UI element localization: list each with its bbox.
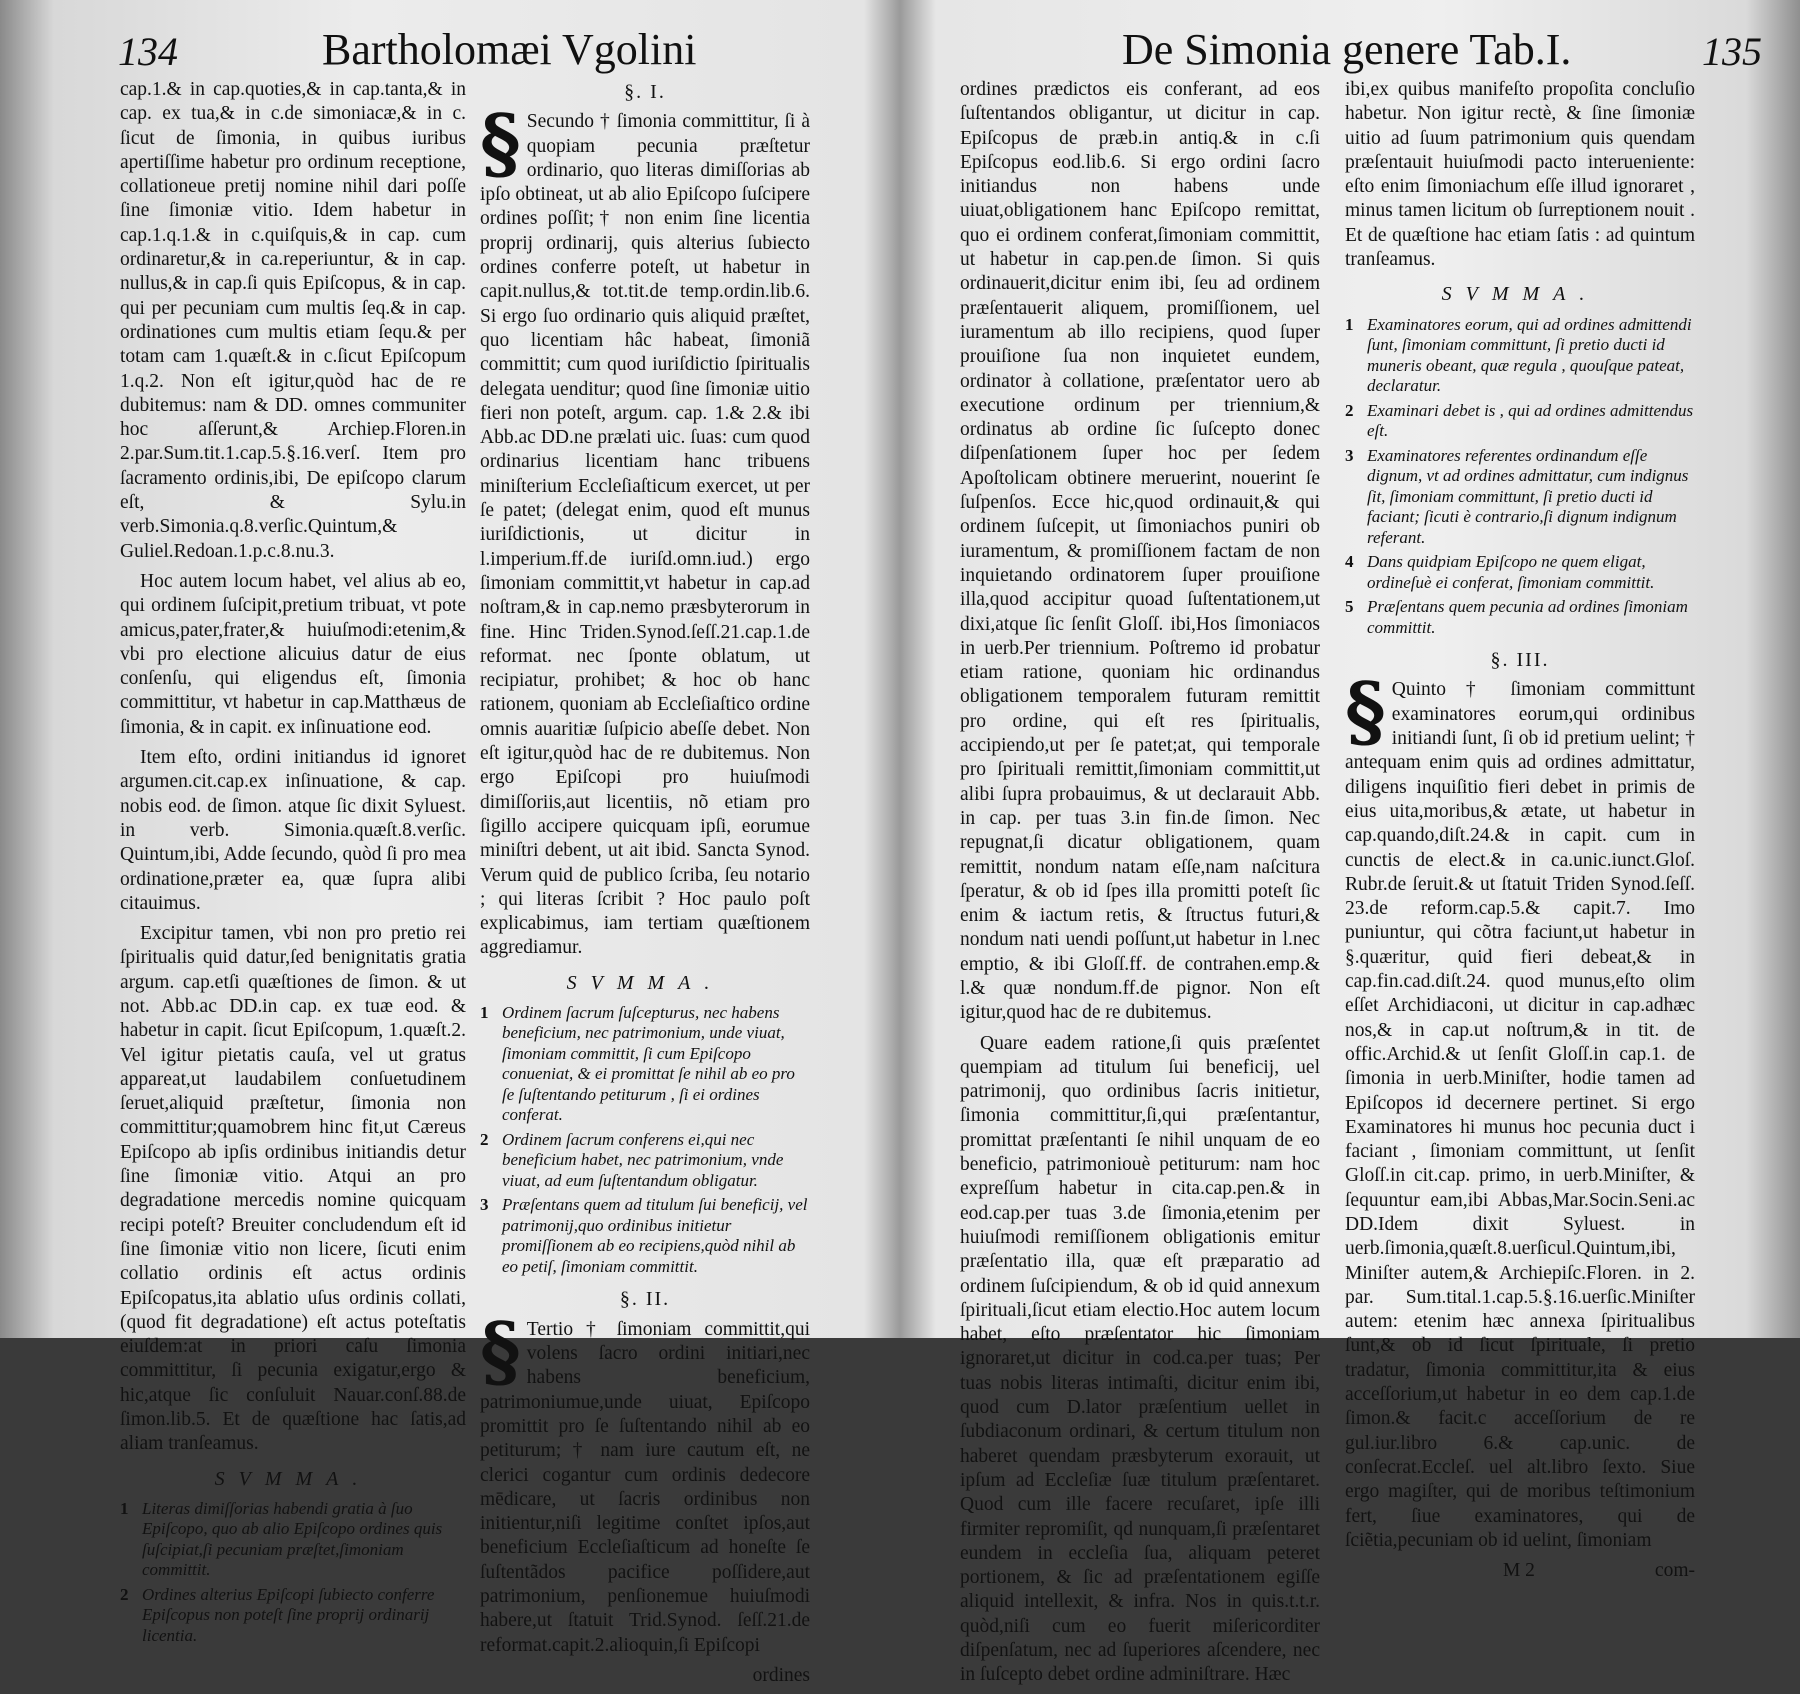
summa-number: 1 [480,1002,489,1022]
summa-number: 2 [1345,400,1354,420]
left-folio: 134 [118,29,178,74]
summa-number: 5 [1345,597,1354,617]
summa-text: Examinatores eorum, qui ad ordines admittendi ſunt, ſimoniam committunt, ſi pretio ducti id muneris obeant, quæ regula , quouſque pateat, declaratur. [1367,314,1692,396]
paragraph-text: Tertio † ſimoniam committit,qui volens ſacro ordini initiari,nec habens beneficium, patrimoniumue,unde uiuat, Epiſcopo promittit pro ſe ſuſtentando nihil ab eo petiturum; † nam iure cautum eſt, ne clerici cogantur cum ordinis dedecore mēdicare, ut ſacris ordinibus non initientur,niſi legitime conſtet ipſos,aut beneficium Eccleſiaſticum ad honeſte ſe ſuſtentãdos pacifice poſſidere,aut patrimonium, penſionemue huiuſmodi habere,ut ſtatuit Trid.Synod. ſeſſ.21.de reformat.capit.2.alioquin,ſi Epiſcopi [480,1318,810,1656]
summa-number: 2 [120,1584,129,1604]
left-page [0,0,900,1686]
summa-text: Præſentans quem pecunia ad ordines ſimoniam committit. [1367,597,1688,637]
summa-item [1345,597,1695,638]
paragraph [480,98,810,960]
summa-number: 3 [1345,445,1354,465]
summa-item [1345,446,1695,549]
summa-item [120,1499,466,1581]
summa-text: Ordinem ſacrum ſuſcepturus, nec habens beneficium, nec patrimonium, unde viuat, ſimoniam committit, ſi cum Epiſcopo conueniat, & ei promittat ſe nihil ab eo pro ſe ſuſtentando petiturum , ſi ei ordines conferat. [502,1002,795,1125]
summa-item [1345,401,1695,442]
right-column-2 [1345,78,1695,1583]
summa-list [1345,315,1695,639]
summa-number: 1 [1345,314,1354,334]
catchword-text: com- [1654,1560,1695,1582]
right-column-1 [960,78,1320,1694]
summa-list [120,1499,466,1647]
left-running-head: Bartholomæi Vgolini [322,25,697,74]
section-mark-initial: § [480,1305,521,1397]
summa-item [1345,315,1695,397]
summa-text: Ordinem ſacrum conferens ei,qui nec beneficium habet, nec patrimonium, vnde viuat, ad eum ſuſtentandum obligatur. [502,1129,784,1190]
section-heading: §. II. [619,1288,671,1311]
summa-list [480,1003,810,1278]
summa-item [120,1585,466,1647]
paragraph: cap.1.& in cap.quoties,& in cap.tanta,& in cap. ex tua,& in c.de simoniacæ,& in c. ſicut de ſimonia, in quibus iuribus apertiſſime habetur pro ordinum receptione, collationeue pretij nomine nihil dari poſſe ſine ſimoniæ vitio. Idem habetur in cap.1.q.1.& in c.quiſquis,& in cap. cum ordinaretur,& in ca.reperiuntur, & in cap. nullus,& in cap.ſi quis Epiſcopus, & in cap. qui per pecuniam cum multis ſeq.& in cap. ordinationes cum multis etiam ſequ.& per totam cam 1.quæſt.& in c.ſicut Epiſcopum 1.q.2. Non eſt igitur,quòd hac de re dubitemus: nam & DD. omnes communiter hoc aſſerunt,& Archiep.Floren.in 2.par.Sum.tit.1.cap.5.§.16.verſ. Item pro ſacramento ordinis,ibi, De epiſcopo clarum eſt, & Sylu.in verb.Simonia.q.8.verſic.Quintum,& Guliel.Redoan.1.p.c.8.nu.3. [120,79,466,562]
left-column-2 [480,78,810,1688]
summa-number: 3 [480,1195,489,1215]
summa-number: 1 [120,1498,129,1518]
section-heading: §. I. [624,81,666,103]
paragraph: Item eſto, ordini initiandus id ignoret argumen.cit.cap.ex inſinuatione, & cap. nobis eod. de ſimon. atque ſic dixit Syluest. in verb. Simonia.quæſt.8.verſic. Quintum,ibi, Adde ſecundo, quòd ſi pro mea ordinatione,præter ea, quæ ſupra alibi citauimus. [120,747,466,914]
paragraph [1345,666,1695,1553]
right-folio: 135 [1702,29,1762,74]
summa-heading: SVMMA. [1441,283,1599,306]
summa-heading: SVMMA. [214,1467,372,1490]
paragraph-text: Secundo † ſimonia committitur, ſi à quopiam pecunia præſtetur ordinario, quo literas dimiſſorias ab ipſo obtineat, ut ab alio Epiſcopo ſuſcipere ordines poſſit;† non enim ſine licentia proprij ordinarij, quis alterius ſubiecto ordines conferre poteſt, ut habetur in capit.nullus,& tot.tit.de temp.ordin.lib.6. Si ergo ſuo ordinario quis aliquid præſtet, quo licentiam hâc habeat, ſimoniã committit; cum quod iuriſdictio ſpiritualis delegata uenditur; quod ſine ſimoniæ uitio fieri non poteſt, argum. cap. 1.& 2.& ibi Abb.ac DD.ne prælati uic. ſuas: cum quod ordinarius licentiam hanc tribuens miniſterium Eccleſiaſticum exercet, ut per ſe patet; (delegat enim, quod eſt munus iuriſdictionis, ut dicitur in l.imperium.ff.de iuriſd.omn.iud.) ergo ſimoniam committit,vt habetur in cap.ad noſtram,& in cap.nemo præsbyterorum in fine. Hinc Triden.Synod.ſeſſ.21.cap.1.de reformat. nec ſponte oblatum, ut recipiatur, prohibet; & hoc ob hanc rationem, quoniam ab Eccleſiaſtico ordine omnis auaritiæ ſuſpicio abeſſe debet. Non eſt igitur,quòd hac de re dubitemus. Non ergo Epiſcopi pro huiuſmodi dimiſſoriis,aut licentiis, nõ etiam pro ſigillo accipere quicquam ipſi, eorumue miniſtri debent, ut ait ibid. Sancta Synod. Verum quid de publico ſcriba, ſeu notario ; qui literas ſcribit ? Hoc paulo poſt explicabimus, iam tertiam quæſtionem aggrediamur. [480,111,810,959]
summa-text: Examinari debet is , qui ad ordines admittendus eſt. [1367,400,1694,441]
summa-item [1345,552,1695,593]
section-heading: §. III. [1490,649,1550,672]
right-page [900,0,1800,1686]
signature-mark: M 2 [1502,1560,1535,1582]
paragraph: ordines prædictos eis conferant, ad eos ſuſtentandos obligantur, ut dicitur in cap. Epiſcopus de præb.in antiq.& in c.ſi Epiſcopus eod.lib.6. Si ergo ordini ſacro initiandus non habens unde uiuat,obligationem hanc Epiſcopo remittat, quo ei ordinem conferat,ſimoniam committit, ut habetur in cap.pen.de ſimon. Si quis ordinauerit,dicitur enim ibi, ſeu ad ordinem præſentauerit aliquem, promiſſionem, uel iuramentum ab illo recipiens, quod ſuper prouiſione ſua non inquietet eundem, ordinator à collatione, præſentator uero ab executione ordinum per triennium,& ordinatus ab ordine ſic ſuſcepto donec diſpenſationem ſuper hoc per ſedem Apoſtolicam obtinere meruerint, nouerint ſe ſuſpenſos. Ecce hic,quod ordinauit,& qui ordinem ſuſcepit, ut ſimoniachos puniri ob iuramentum, & promiſſionem factam de non inquietando ordinatorem ſuper prouiſione illa,quod accipitur quoad ſuſtentationem,ut dixi,atque ſic ſenſit Gloſſ. ibi,Hos ſimoniacos in uerb.Per triennium. Poſtremo id probatur etiam ratione, quoniam hic ordinandus obligationem temporalem futuram remittit pro ordine, qui eſt res ſpiritualis, accipiendo,ut per ſe patet;at, qui temporale pro ſpirituali remittit,ſimoniam committit,ut alibi ſupra probauimus, & ut declarauit Abb. in cap. per tuas 3.in fin.de ſimon. Nec repugnat,ſi dicatur obligationem, quam remittit, nondum natam eſſe,nam naſcitura ſperatur, & ob id ſpes illa promitti poteſt ſic enim & iactum retis, & ſtructus futuri,& nondum nati uendi poſſunt,ut habetur in l.nec emptio, & ibi Gloſſ.ff. de contrahen.emp.& l.& quæ nondum.ff.de pignor. Non eſt igitur,quod hac de re dubitemus. [960,79,1320,1024]
paragraph: Hoc autem locum habet, vel alius ab eo, qui ordinem ſuſcipit,pretium tribuat, vt pote amicus,pater,frater,& huiuſmodi:etenim,& vbi pro electione alicuius datur de eius conſenſu, qui eligendus eſt, ſimonia committitur, vt habetur in cap.Matthæus de ſimonia, & in capit. ex inſinuatione eod. [120,570,466,738]
section-mark-initial: § [480,98,521,190]
summa-text: Ordines alterius Epiſcopi ſubiecto conferre Epiſcopus non poteſt ſine proprij ordinarij licentia. [142,1584,435,1645]
catchword [1345,1559,1695,1583]
paragraph: Quare eadem ratione,ſi quis præſentet quempiam ad titulum ſui beneficij, uel patrimonij, quo ordinibus ſacris initietur, ſimonia committitur,ſi,qui præſentantur, promittat præſentanti ſe nihil unquam de eo beneficio, patrimoniouè petiturum: nam hoc expreſſum habetur in cita.cap.pen.& in eod.cap.per tuas 3.de ſimonia,etenim per huiuſmodi remiſſionem obligationis emitur præſentatio illa, quæ eſt præparatio ad ordinem ſuſcipiendum, & ob id quid annexum ſpirituali,ſicut etiam electio.Hoc autem locum habet, eſto præſentator hic ſimoniam ignoraret,ut dicitur in cod.ca.per tuas; Per tuas nobis literas intimaſti, dicitur enim ibi, quod cum D.lator præſentium uellet in ſubdiaconum ordinari, & certum titulum non haberet quendam præsbyterum exorauit, ut ipſum ad Eccleſiæ ſuæ titulum præſentaret. Quod cum ille facere recuſaret, ipſe illi firmiter repromiſit, qd nunquam,ſi præſentaret eundem in eccleſia ſua, aliquam peteret portionem, & ſic ad præſentationem egiſſe aliquid intellexit, & infra. Nos in quis.t.t.r. quòd,niſi cum eo fuerit miſericorditer diſpenſatum, nec ad ſuperiores aſcendere, nec in ſuſcepto debet ordine adminiſtrare. Hæc [960,1032,1320,1686]
summa-text: Præſentans quem ad titulum ſui beneficij, vel patrimonij,quo ordinibus initietur promiſſionem ab eo recipiens,quòd nihil ab eo petiſ, ſimoniam committit. [502,1195,808,1276]
summa-text: Examinatores referentes ordinandum eſſe dignum, vt ad ordines admittatur, cum indignus ſit, ſimoniam committunt, ſi pretio ducti id faciant; ſicuti è contrario,ſi dignum indignum referant. [1367,445,1689,547]
summa-item [480,1003,810,1126]
left-column-1 [120,78,466,1656]
summa-text: Dans quidpiam Epiſcopo ne quem eligat, ordineſuè ei conferat, ſimoniam committit. [1367,552,1655,592]
paragraph: Excipitur tamen, vbi non pro pretio rei ſpiritualis quid datur,ſed benignitatis gratia argum. cap.etſi quæſtiones de ſimon. & ut not. Abb.ac DD.in cap. ex tuæ eod. & habetur in capit. ſicut Epiſcopum, 1.quæſt.2. Vel igitur pietatis cauſa, vel ut gratus appareat,ut laudabilem conſuetudinem ſeruet,aliquid præſtetur, ſimonia non committitur;quamobrem hinc fit,ut Cæreus Epiſcopo ab ipſis ordinibus initiandis detur ſine ſimoniæ vitio. Atqui an pro degradatione mercedis nomine quicquam recipi poteſt? Breuiter concludendum eſt id ſine ſimoniæ vitio non licere, ſicuti enim collatio ordinis eſt actus ordinis Epiſcopatus,ita ablatio uſus ordinis collati, (quod fit degradatione) eſt actus poteſtatis eiuſdem:at in priori caſu ſimonia committitur, ſi pecunia exigatur,ergo & hic,atque ſic conſuluit Nauar.conſ.88.de ſimon.lib.5. Et de quæſtione hac ſatis,ad aliam tranſeamus. [120,923,466,1455]
paragraph: ibi,ex quibus manifeſto propoſita concluſio habetur. Non igitur rectè, & ſine ſimoniæ uitio ad ſuum patrimonium quis quendam præſentauit huiuſmodi pacto interueniente: eſto enim ſimoniachum eſſe illud ignoraret , minus tamen licitum ob ſurreptionem nouit . Et de quæſtione hac etiam ſatis : ad quintum tranſeamus. [1345,79,1695,271]
right-running-head: De Simonia genere Tab.I. [1122,25,1572,74]
summa-item [480,1130,810,1192]
catchword: ordines [752,1664,810,1686]
summa-text: Literas dimiſſorias habendi gratia à ſuo Epiſcopo, quo ab alio Epiſcopo ordines quis ſuſcipiat,ſi pecuniam præſtet,ſimoniam committit. [142,1498,443,1580]
summa-item [480,1195,810,1277]
paragraph [480,1305,810,1658]
paragraph-text: Quinto † ſimoniam committunt examinatores eorum,qui ordinibus initiandi ſunt, ſi ob id pretium uelint; † antequam enim quis ad ordines admittatur, diligens inquiſitio fieri debet in primis de eius uita,moribus,& ætate, ut habetur in cap.quando,diſt.24.& in capit. cum in cunctis de elect.& in ca.unic.iunct.Gloſ. Rubr.de ſeruit.& ut ſtatuit Triden Synod.ſeſſ. 23.de reform.cap.5.& capit.7. Imo puniuntur, qui cõtra faciunt,ut habetur in §.quæritur, quid fieri debeat,& in cap.fin.cad.diſt.24. quod munus,eſto olim eſſet Archidiaconi, ut dicitur in cap.adhæc nos,& in cap.ut noſtrum,& in tit. de offic.Archid.& ut ſenſit Gloſſ.in cap.1. de ſimonia in uerb.Miniſter, hodie tamen ad Epiſcopos id decernere pertinet. Si ergo Examinatores hi munus hoc pecunia duct i faciant , ſimoniam committunt, ut ſenſit Gloſſ.in cit.cap. primo, in uerb.Miniſter, & ſequuntur eam,ibi Abbas,Mar.Socin.Seni.ac DD.Idem dixit Syluest. in uerb.ſimonia,quæſt.8.uerſicul.Quintum,ibi, Miniſter autem,& Archiepiſc.Floren. in 2. par. Sum.tital.1.cap.5.§.16.uerſic.Miniſter autem: etenim hæc annexa ſpiritualibus ſunt,& ob id ſicut ſpirituale, ſi pretio tradatur, ſimonia committitur,ita & eius acceſſorium,ut habetur in eo dem cap.1.de ſimon.& facit.c acceſſorium de re gul.iur.libro 6.& cap.unic. de conſecrat.Eccleſ. uel alt.libro ſexto. Siue ergo magiſter, qui de moribus teſtimonium fert, ſiue examinatores, qui de ſciẽtia,pecuniam ob id uelint, ſimoniam [1345,679,1695,1551]
summa-number: 4 [1345,552,1354,572]
summa-number: 2 [480,1129,489,1149]
summa-heading: SVMMA. [566,971,724,994]
section-mark-initial: § [1345,666,1386,758]
